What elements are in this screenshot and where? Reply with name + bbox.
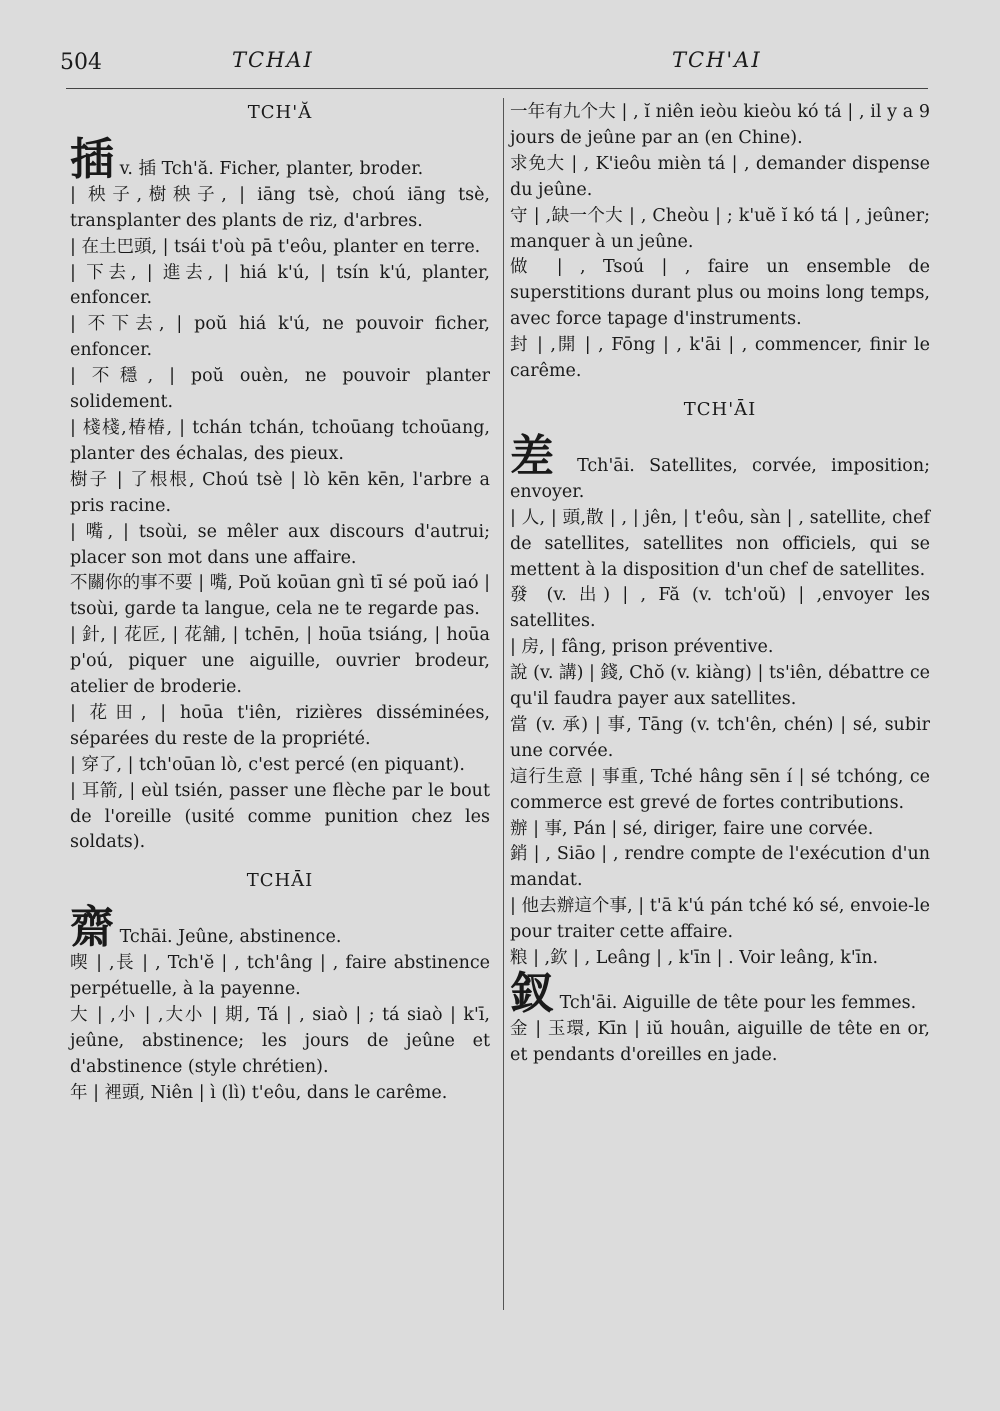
- dictionary-entry: [510, 713, 930, 765]
- entry-text: 求免大 | , K'ieôu mièn tá | , demander dispense du jeûne.: [510, 153, 930, 200]
- dictionary-entry: [70, 520, 490, 572]
- dictionary-entry: [70, 1081, 490, 1107]
- section-heading: TCH'ĀI: [683, 398, 757, 420]
- entry-text: | 房, | fâng, prison préventive.: [510, 637, 774, 658]
- entry-text: 辦 | 事, Pán | sé, diriger, faire une corvée.: [510, 818, 874, 839]
- entry-text: | 針, | 花匠, | 花舖, | tchēn, | hoūa tsiáng, | hoūa p'oú, piquer une aiguille, ouvrier brodeur, atelier de broderie.: [70, 625, 490, 698]
- entry-text: 發 (v. 出) | , Fă (v. tch'oŭ) | ,envoyer les satellites.: [510, 585, 930, 632]
- entry-text: 這行生意 | 事重, Tché hâng sēn í | sé tchóng, ce commerce est grevé de fortes contributions.: [510, 766, 930, 813]
- dictionary-entry: [510, 894, 930, 946]
- entry-text: | 嘴, | tsoùi, se mêler aux discours d'autrui; placer son mot dans une affaire.: [70, 521, 490, 568]
- entry-text: Tch'āi. Satellites, corvée, imposition; envoyer.: [510, 455, 930, 502]
- entry-text: v. 插 Tch'ă. Ficher, planter, broder.: [119, 158, 424, 179]
- entry-text: 一年有九个大 | , ĭ niên ieòu kieòu kó tá | , il y a 9 jours de jeûne par an (en Chine).: [510, 102, 930, 148]
- page-number: 504: [60, 50, 102, 75]
- entry-text: Tch'āi. Aiguille de tête pour les femmes.: [559, 993, 917, 1013]
- dictionary-entry: [510, 204, 930, 256]
- entry-text: | 不下去, | poŭ hiá k'ú, ne pouvoir ficher, enfoncer.: [70, 314, 490, 361]
- dictionary-entry: [70, 902, 490, 954]
- entry-text: | 下去, | 進去, | hiá k'ú, | tsín k'ú, planter, enfoncer.: [70, 262, 490, 309]
- entry-headword: 插: [70, 133, 114, 185]
- entry-text: | 不穩, | poŭ ouèn, ne pouvoir planter solidement.: [70, 366, 490, 413]
- entry-headword: 釵: [510, 968, 554, 1019]
- entry-text: 守 | ,缺一个大 | , Cheòu | ; k'uĕ ĭ kó tá | , jeûner; manquer à un jeûne.: [510, 205, 930, 252]
- dictionary-entry: [70, 779, 490, 857]
- entry-text: | 棧棧,椿椿, | tchán tchán, tchoūang tchoūang, planter des échalas, des pieux.: [70, 417, 490, 464]
- dictionary-entry: [510, 100, 930, 152]
- entry-text: 大 | ,小 | ,大小 | 期, Tá | , siaò | ; tá siaò | k'ī, jeûne, abstinence; les jours de jeûne et d'abstinence (style chrétien).: [70, 1005, 490, 1077]
- entry-text: 銷 | , Siāo | , rendre compte de l'exécution d'un mandat.: [510, 844, 930, 891]
- dictionary-entry: [510, 661, 930, 713]
- entry-text: | 穿了, | tch'oūan lò, c'est percé (en piquant).: [70, 754, 465, 775]
- dictionary-entry: [510, 583, 930, 635]
- dictionary-entry: [70, 416, 490, 468]
- dictionary-entry: [70, 468, 490, 520]
- dictionary-entry: [510, 333, 930, 385]
- left-column: [70, 100, 490, 1107]
- left-running-head: TCHAI: [232, 48, 314, 72]
- right-running-head: TCH'AI: [672, 48, 762, 72]
- right-column: [510, 100, 930, 1069]
- entry-text: 封 | ,開 | , Fōng | , k'āi | , commencer, finir le carême.: [510, 335, 930, 382]
- dictionary-entry: [70, 364, 490, 416]
- entry-text: | 耳箭, | eùl tsién, passer une flèche par le bout de l'oreille (usité comme punition chez les soldats).: [70, 780, 490, 853]
- section-heading: TCHĀI: [246, 870, 314, 892]
- header-rule: [66, 88, 928, 89]
- dictionary-entry: [70, 261, 490, 313]
- entry-text: 不關你的事不要 | 嘴, Poŭ koūan gnì tī sé poŭ iaó | tsoùi, garde ta langue, cela ne te regarde pas.: [70, 573, 490, 620]
- entry-headword: 差: [510, 430, 563, 482]
- dictionary-entry: [510, 765, 930, 817]
- entry-text: 做 | , Tsoú | , faire un ensemble de superstitions durant plus ou moins long temps, avec force tapage d'instruments.: [510, 257, 930, 330]
- dictionary-entry: [510, 635, 930, 661]
- dictionary-entry: [510, 817, 930, 843]
- entry-text: 喫 | ,長 | , Tch'ĕ | , tch'âng | , faire abstinence perpétuelle, à la payenne.: [70, 953, 490, 1000]
- dictionary-entry: [510, 842, 930, 894]
- entry-text: | 秧子,樹秧子, | iāng tsè, choú iāng tsè, transplanter des plants de riz, d'arbres.: [70, 184, 490, 231]
- dictionary-entry: [510, 152, 930, 204]
- dictionary-entry: [70, 235, 490, 261]
- entry-text: 說 (v. 講) | 錢, Chŏ (v. kiàng) | ts'iên, débattre ce qu'il faudra payer aux satellites.: [510, 663, 930, 710]
- entry-text: | 他去辦這个事, | t'ā k'ú pán tché kó sé, envoie-le pour traiter cette affaire.: [510, 896, 930, 943]
- dictionary-entry: [510, 430, 930, 506]
- entry-headword: 齋: [70, 902, 114, 954]
- column-divider: [503, 98, 504, 1310]
- entry-text: | 花田, | hoūa t'iên, rizières disséminées, séparées du reste de la propriété.: [70, 702, 490, 749]
- entry-text: 年 | 裡頭, Niên | ì (lì) t'eôu, dans le carême.: [70, 1082, 448, 1103]
- dictionary-entry: [510, 255, 930, 333]
- entry-text: 樹子 | 了根根, Choú tsè | lò kēn kēn, l'arbre a pris racine.: [70, 469, 490, 516]
- dictionary-entry: [510, 506, 930, 584]
- entry-text: 當 (v. 承) | 事, Tāng (v. tch'ên, chén) | sé, subir une corvée.: [510, 714, 930, 761]
- entry-text: 粮 | ,欽 | , Leâng | , k'īn | . Voir leâng, k'īn.: [510, 948, 879, 969]
- dictionary-entry: [70, 753, 490, 779]
- dictionary-entry: [510, 1017, 930, 1069]
- entry-text: | 在土巴頭, | tsái t'où pā t'eôu, planter en terre.: [70, 236, 481, 257]
- entry-text: | 人, | 頭,散 | , | jên, | t'eôu, sàn | , satellite, chef de satellites, satellites non officiels, qui se mettent à la disposition d'un chef de satellites.: [510, 507, 930, 580]
- dictionary-entry: [510, 968, 930, 1019]
- dictionary-entry: [70, 571, 490, 623]
- dictionary-entry: [510, 946, 930, 972]
- dictionary-entry: [70, 183, 490, 235]
- entry-text: Tchāi. Jeûne, abstinence.: [119, 927, 342, 948]
- entry-text: 金 | 玉環, Kīn | iŭ houân, aiguille de tête en or, et pendants d'oreilles en jade.: [510, 1018, 930, 1065]
- dictionary-entry: [70, 133, 490, 185]
- dictionary-entry: [70, 1003, 490, 1081]
- section-heading: TCH'Ă: [247, 102, 313, 123]
- dictionary-entry: [70, 701, 490, 753]
- dictionary-entry: [70, 951, 490, 1003]
- dictionary-entry: [70, 312, 490, 364]
- dictionary-entry: [70, 623, 490, 701]
